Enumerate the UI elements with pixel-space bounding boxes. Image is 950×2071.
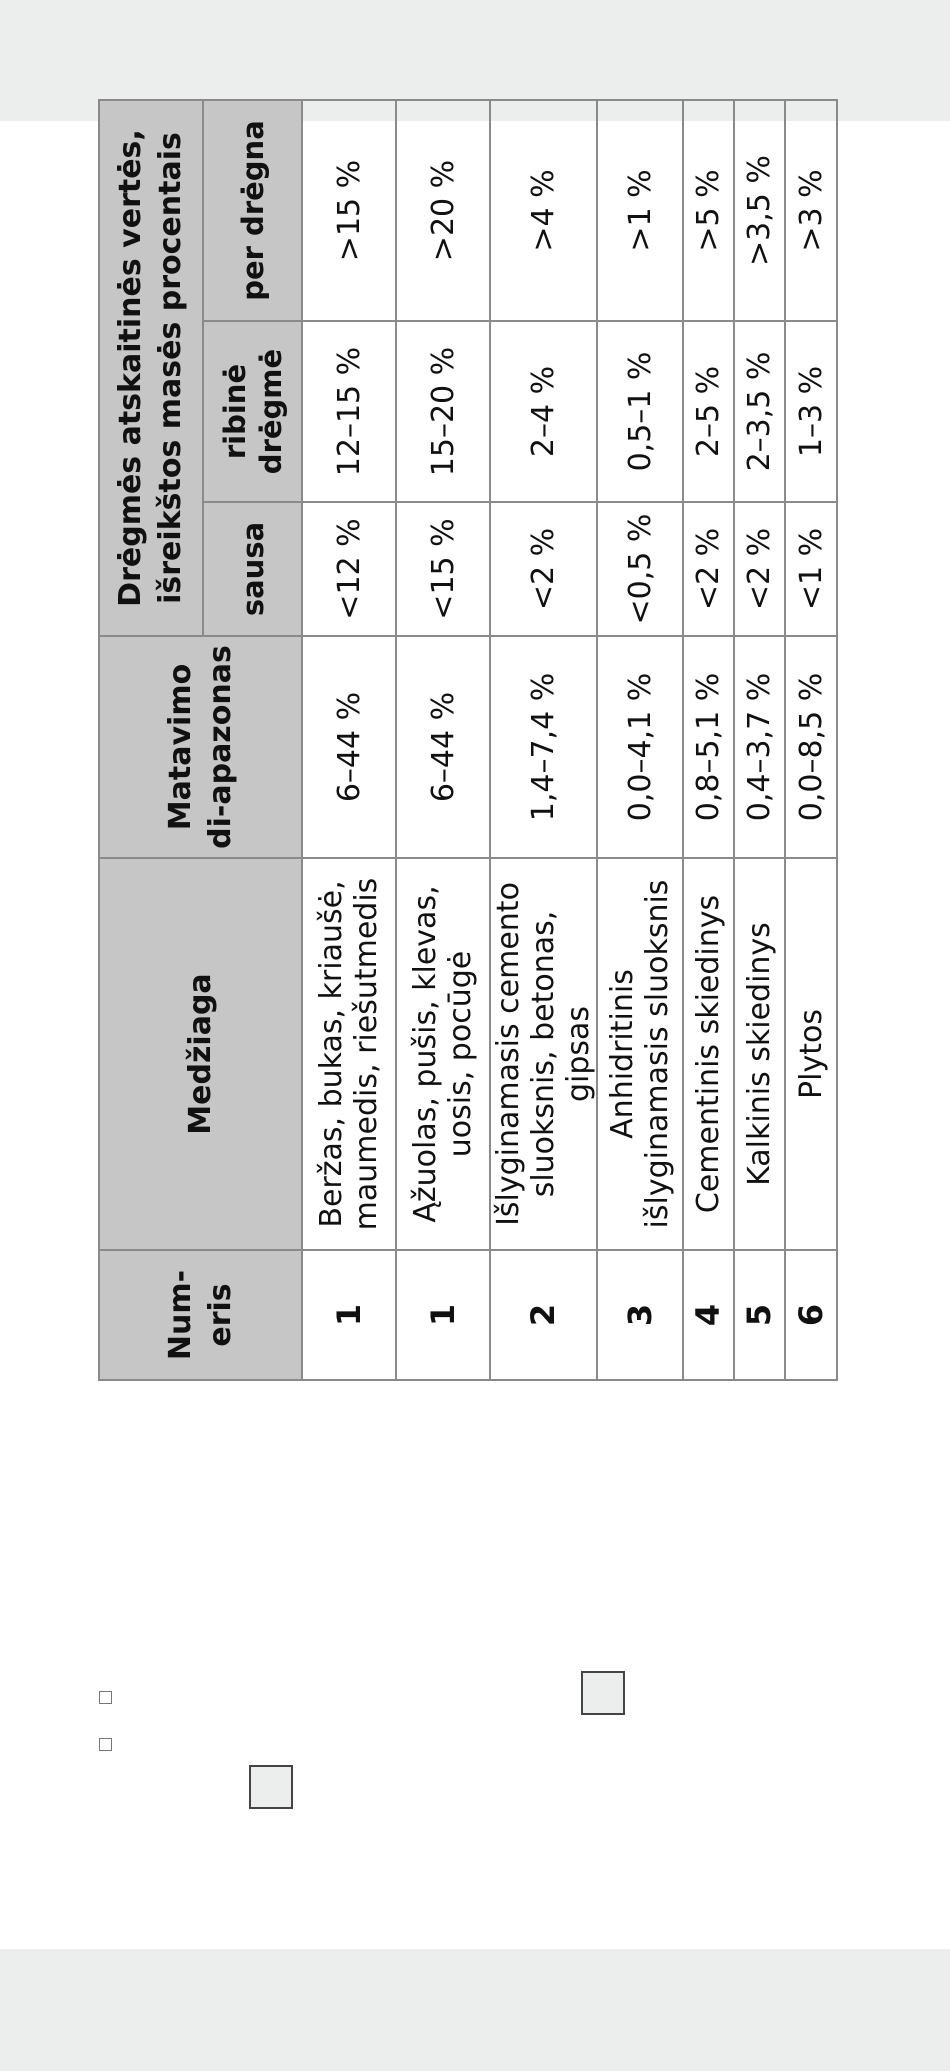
row-dry: <1 % xyxy=(785,502,837,636)
table-row xyxy=(734,100,785,1380)
row-number: 6 xyxy=(785,1250,837,1380)
row-dry: <15 % xyxy=(396,502,490,636)
row-material: Plytos xyxy=(785,858,837,1250)
bottom-margin-band xyxy=(0,1949,950,2071)
row-too-wet: >5 % xyxy=(683,100,734,321)
row-number: 1 xyxy=(302,1250,396,1380)
row-range: 1,4–7,4 % xyxy=(490,636,597,858)
row-range: 0,4–3,7 % xyxy=(734,636,785,858)
row-dry: <12 % xyxy=(302,502,396,636)
header-moisture-reference-values: Drėgmės atskaitinės vertės, išreikštos masės procentais xyxy=(99,100,203,636)
row-borderline: 2–5 % xyxy=(683,321,734,502)
row-material: Išlyginamasis cemento sluoksnis, betonas, gipsas xyxy=(490,858,597,1250)
small-square-icon xyxy=(99,1738,112,1751)
square-box-icon xyxy=(581,1671,625,1715)
table-row xyxy=(490,100,597,1380)
header-dry: sausa xyxy=(203,502,302,636)
row-range: 6–44 % xyxy=(396,636,490,858)
header-borderline-moisture: ribinė drėgmė xyxy=(203,321,302,502)
row-number: 2 xyxy=(490,1250,597,1380)
table-row xyxy=(683,100,734,1380)
row-dry: <0,5 % xyxy=(597,502,683,636)
row-too-wet: >3,5 % xyxy=(734,100,785,321)
row-number: 5 xyxy=(734,1250,785,1380)
row-borderline: 2–3,5 % xyxy=(734,321,785,502)
row-too-wet: >20 % xyxy=(396,100,490,321)
row-dry: <2 % xyxy=(683,502,734,636)
small-square-icon xyxy=(99,1691,112,1704)
row-too-wet: >4 % xyxy=(490,100,597,321)
row-borderline: 1–3 % xyxy=(785,321,837,502)
row-too-wet: >3 % xyxy=(785,100,837,321)
row-range: 6–44 % xyxy=(302,636,396,858)
row-borderline: 12–15 % xyxy=(302,321,396,502)
row-dry: <2 % xyxy=(734,502,785,636)
table-row xyxy=(597,100,683,1380)
row-material: Anhidritinis išlyginamasis sluoksnis xyxy=(597,858,683,1250)
row-borderline: 2–4 % xyxy=(490,321,597,502)
square-box-icon xyxy=(249,1765,293,1809)
table-row xyxy=(785,100,837,1380)
header-material: Medžiaga xyxy=(99,858,302,1250)
row-too-wet: >15 % xyxy=(302,100,396,321)
row-too-wet: >1 % xyxy=(597,100,683,321)
row-number: 1 xyxy=(396,1250,490,1380)
row-borderline: 0,5–1 % xyxy=(597,321,683,502)
rotated-page-content xyxy=(98,101,828,1381)
row-range: 0,0–4,1 % xyxy=(597,636,683,858)
row-material: Cementinis skiedinys xyxy=(683,858,734,1250)
header-too-wet: per drėgna xyxy=(203,100,302,321)
row-material: Ąžuolas, pušis, klevas, uosis, pocūgė xyxy=(396,858,490,1250)
row-dry: <2 % xyxy=(490,502,597,636)
row-range: 0,8–5,1 % xyxy=(683,636,734,858)
moisture-reference-table xyxy=(98,99,838,1381)
table-row xyxy=(302,100,396,1380)
header-number: Num-eris xyxy=(99,1250,302,1380)
row-number: 3 xyxy=(597,1250,683,1380)
row-borderline: 15–20 % xyxy=(396,321,490,502)
row-material: Kalkinis skiedinys xyxy=(734,858,785,1250)
row-material: Beržas, bukas, kriaušė, maumedis, riešutmedis xyxy=(302,858,396,1250)
row-number: 4 xyxy=(683,1250,734,1380)
row-range: 0,0–8,5 % xyxy=(785,636,837,858)
header-measuring-range: Matavimo di-apazonas xyxy=(99,636,302,858)
table-row xyxy=(396,100,490,1380)
